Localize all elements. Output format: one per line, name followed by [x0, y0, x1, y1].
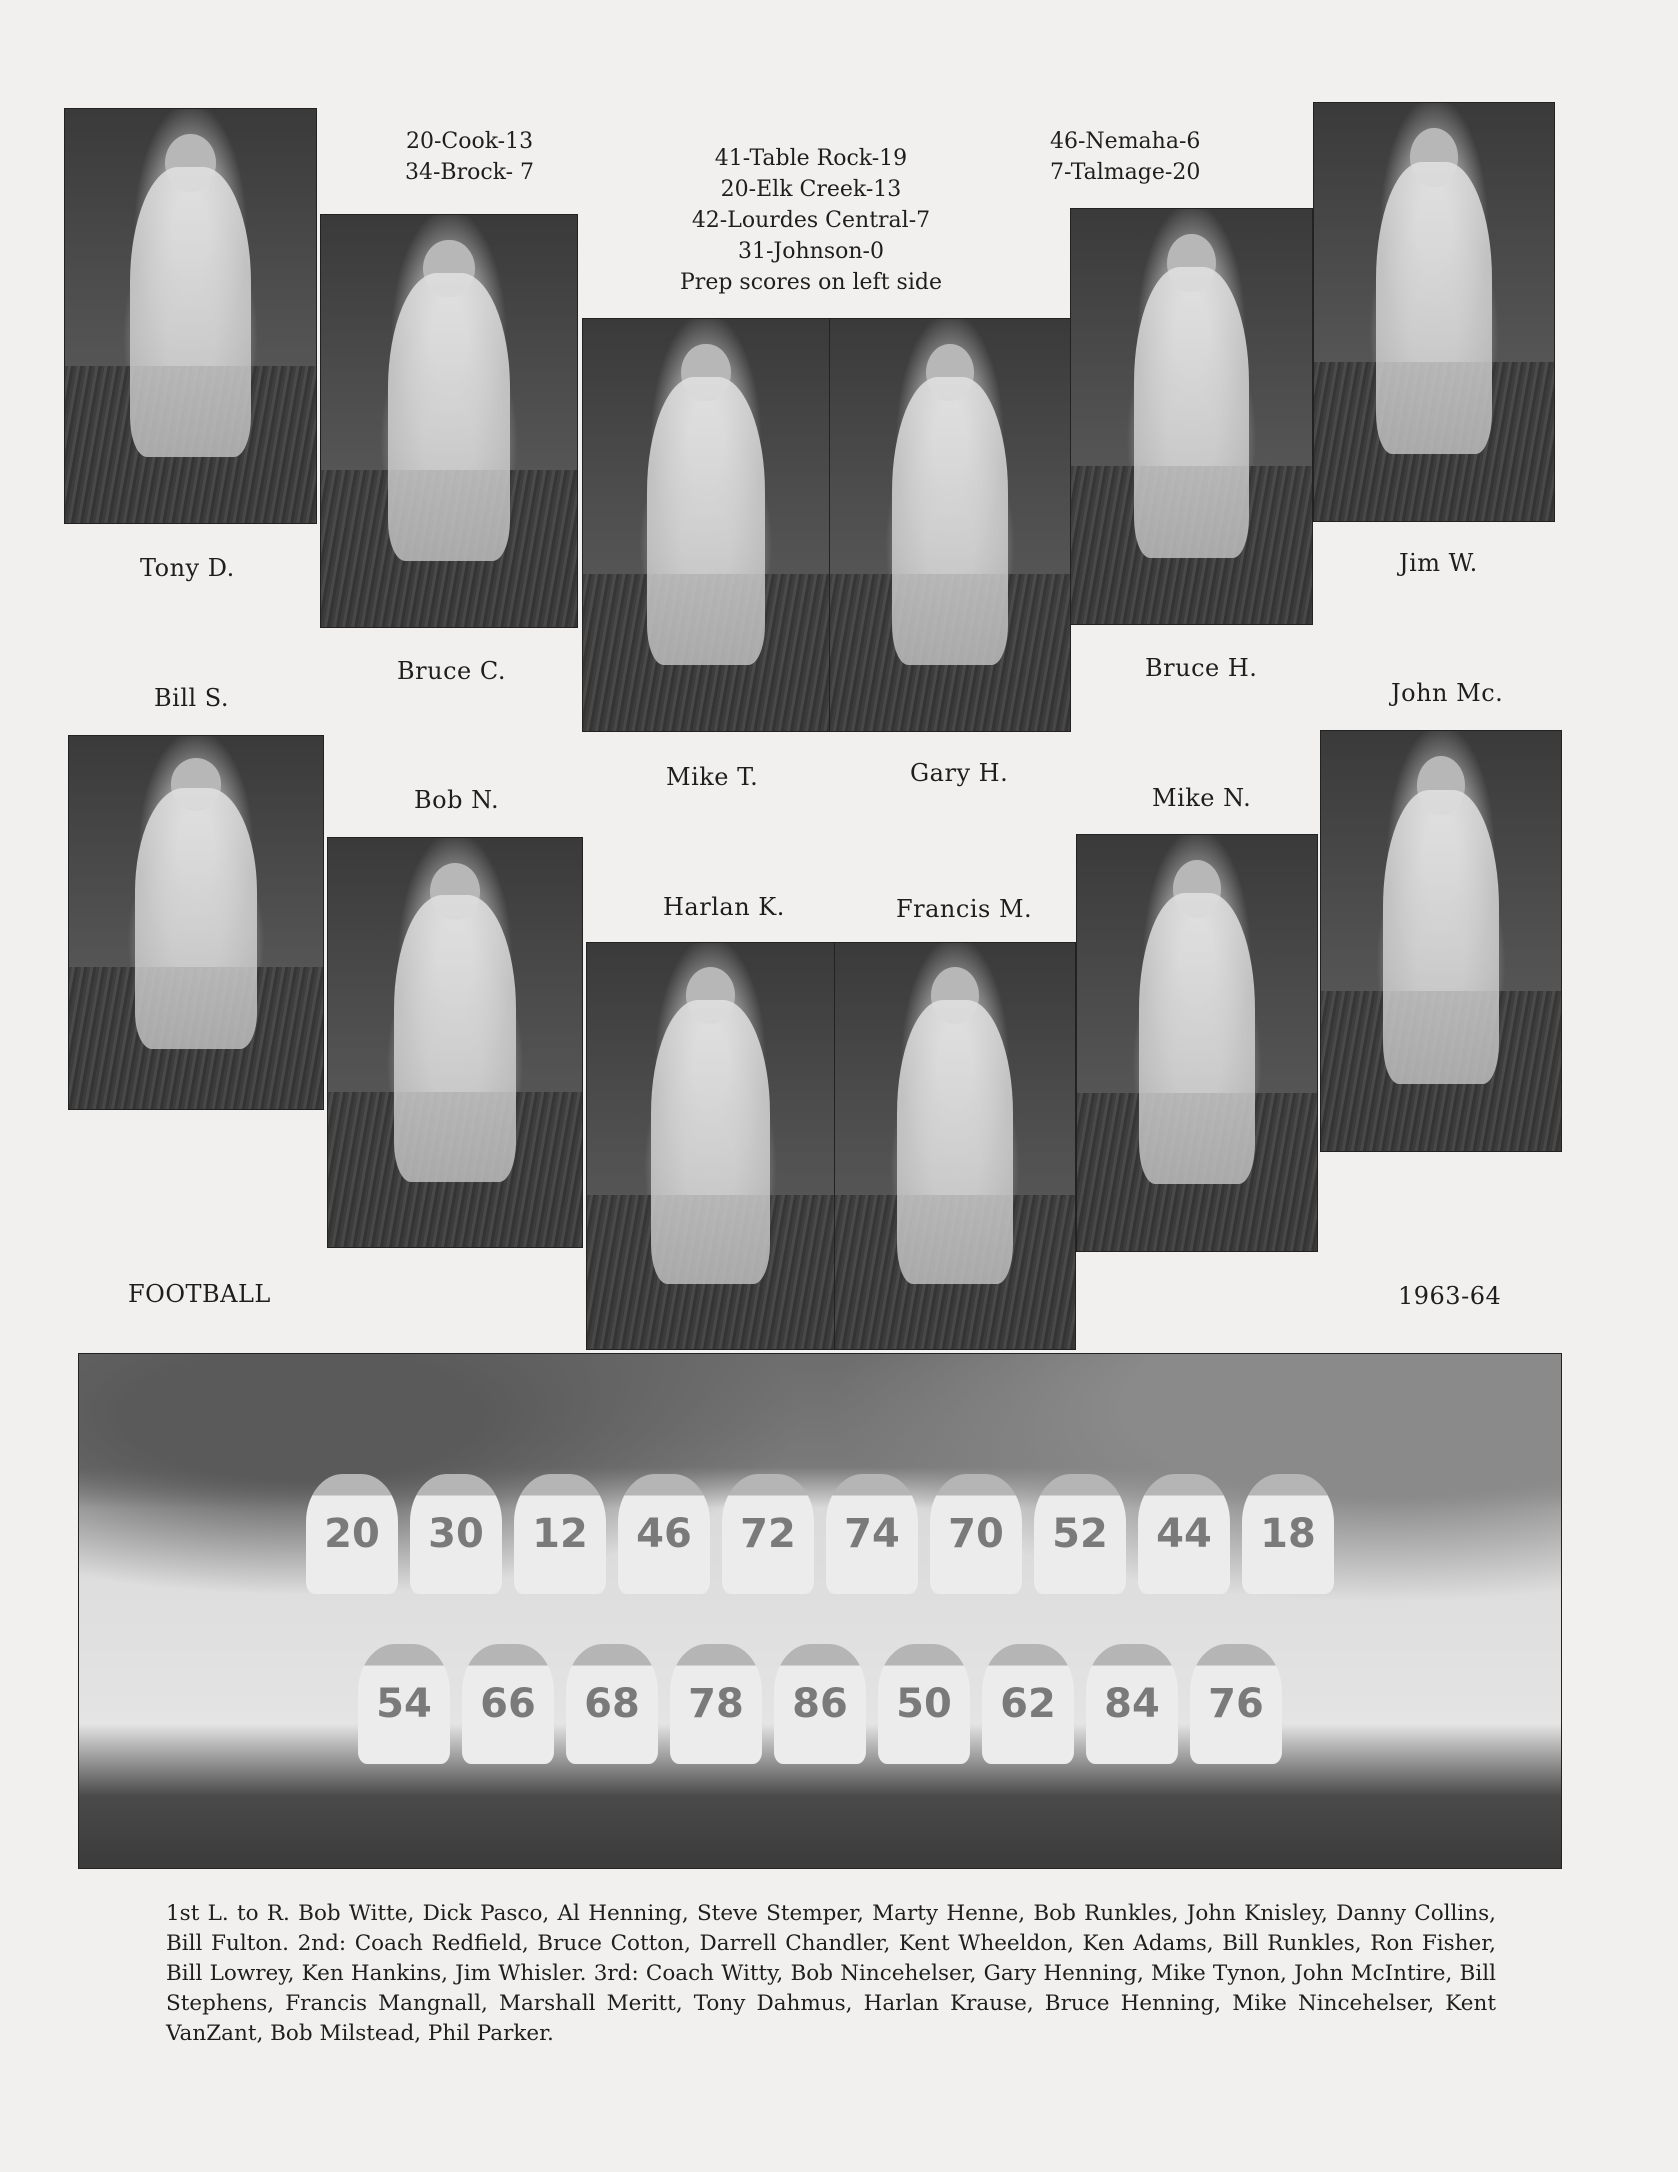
score-note: Prep scores on left side [680, 270, 942, 295]
jersey: 74 [826, 1474, 918, 1594]
team-front-row [79, 1644, 1561, 1764]
label-bruce-c: Bruce C. [397, 657, 506, 685]
jersey: 84 [1086, 1644, 1178, 1764]
label-bob: Bob N. [414, 786, 500, 814]
label-bill: Bill S. [154, 684, 230, 712]
jersey: 68 [566, 1644, 658, 1764]
jersey: 12 [514, 1474, 606, 1594]
label-mike-n: Mike N. [1152, 784, 1252, 812]
photo-bill [68, 735, 324, 1110]
section-year: 1963-64 [1398, 1282, 1502, 1310]
jersey: 86 [774, 1644, 866, 1764]
team-caption: 1st L. to R. Bob Witte, Dick Pasco, Al Henning, Steve Stemper, Marty Henne, Bob Runkles, John Knisley, Danny Collins, Bill Fulton. 2nd: Coach Redfield, Bruce Cotton, Darrell Chandler, Kent Wheeldon, Ken Adams, Bill Runkles, Ron Fisher, Bill Lowrey, Ken Hankins, Jim Whisler. 3rd: Coach Witty, Bob Nincehelser, Gary Henning, Mike Tynon, John McIntire, Bill Stephens, Francis Mangnall, Marshall Meritt, Tony Dahmus, Harlan Krause, Bruce Henning, Mike Nincehelser, Kent VanZant, Bob Milstead, Phil Parker. [166, 1901, 1496, 2046]
photo-mike-t [582, 318, 830, 732]
photo-francis [834, 942, 1076, 1350]
label-gary: Gary H. [910, 759, 1009, 787]
jersey: 62 [982, 1644, 1074, 1764]
label-harlan: Harlan K. [663, 893, 785, 921]
score-line: 7-Talmage-20 [1050, 160, 1201, 185]
score-line: 46-Nemaha-6 [1050, 129, 1201, 154]
jersey: 70 [930, 1474, 1022, 1594]
jersey: 72 [722, 1474, 814, 1594]
photo-bruce-c [320, 214, 578, 628]
jersey: 54 [358, 1644, 450, 1764]
photo-gary [829, 318, 1071, 732]
score-line: 31-Johnson-0 [738, 239, 884, 264]
label-francis: Francis M. [896, 895, 1033, 923]
photo-jim [1313, 102, 1555, 522]
jersey: 78 [670, 1644, 762, 1764]
score-line: 41-Table Rock-19 [714, 146, 908, 171]
jersey: 76 [1190, 1644, 1282, 1764]
jersey: 20 [306, 1474, 398, 1594]
jersey: 50 [878, 1644, 970, 1764]
score-line: 20-Elk Creek-13 [720, 177, 902, 202]
jersey: 18 [1242, 1474, 1334, 1594]
jersey: 46 [618, 1474, 710, 1594]
label-bruce-h: Bruce H. [1145, 654, 1258, 682]
scores-center [680, 143, 942, 298]
photo-harlan [586, 942, 835, 1350]
photo-john [1320, 730, 1562, 1152]
scores-right [1050, 126, 1200, 188]
label-mike-t: Mike T. [666, 763, 759, 791]
photo-tony [64, 108, 317, 524]
jersey: 52 [1034, 1474, 1126, 1594]
label-jim: Jim W. [1399, 549, 1478, 577]
team-back-row [79, 1474, 1561, 1594]
photo-bob [327, 837, 583, 1248]
score-line: 34-Brock- 7 [405, 160, 535, 185]
jersey: 66 [462, 1644, 554, 1764]
scores-left [405, 126, 534, 188]
score-line: 42-Lourdes Central-7 [691, 208, 931, 233]
photo-mike-n [1076, 834, 1318, 1252]
jersey: 30 [410, 1474, 502, 1594]
label-john: John Mc. [1391, 679, 1504, 707]
team-photo [78, 1353, 1562, 1869]
label-tony: Tony D. [140, 554, 235, 582]
score-line: 20-Cook-13 [405, 129, 534, 154]
photo-bruce-h [1070, 208, 1313, 625]
section-title: FOOTBALL [128, 1280, 271, 1308]
jersey: 44 [1138, 1474, 1230, 1594]
